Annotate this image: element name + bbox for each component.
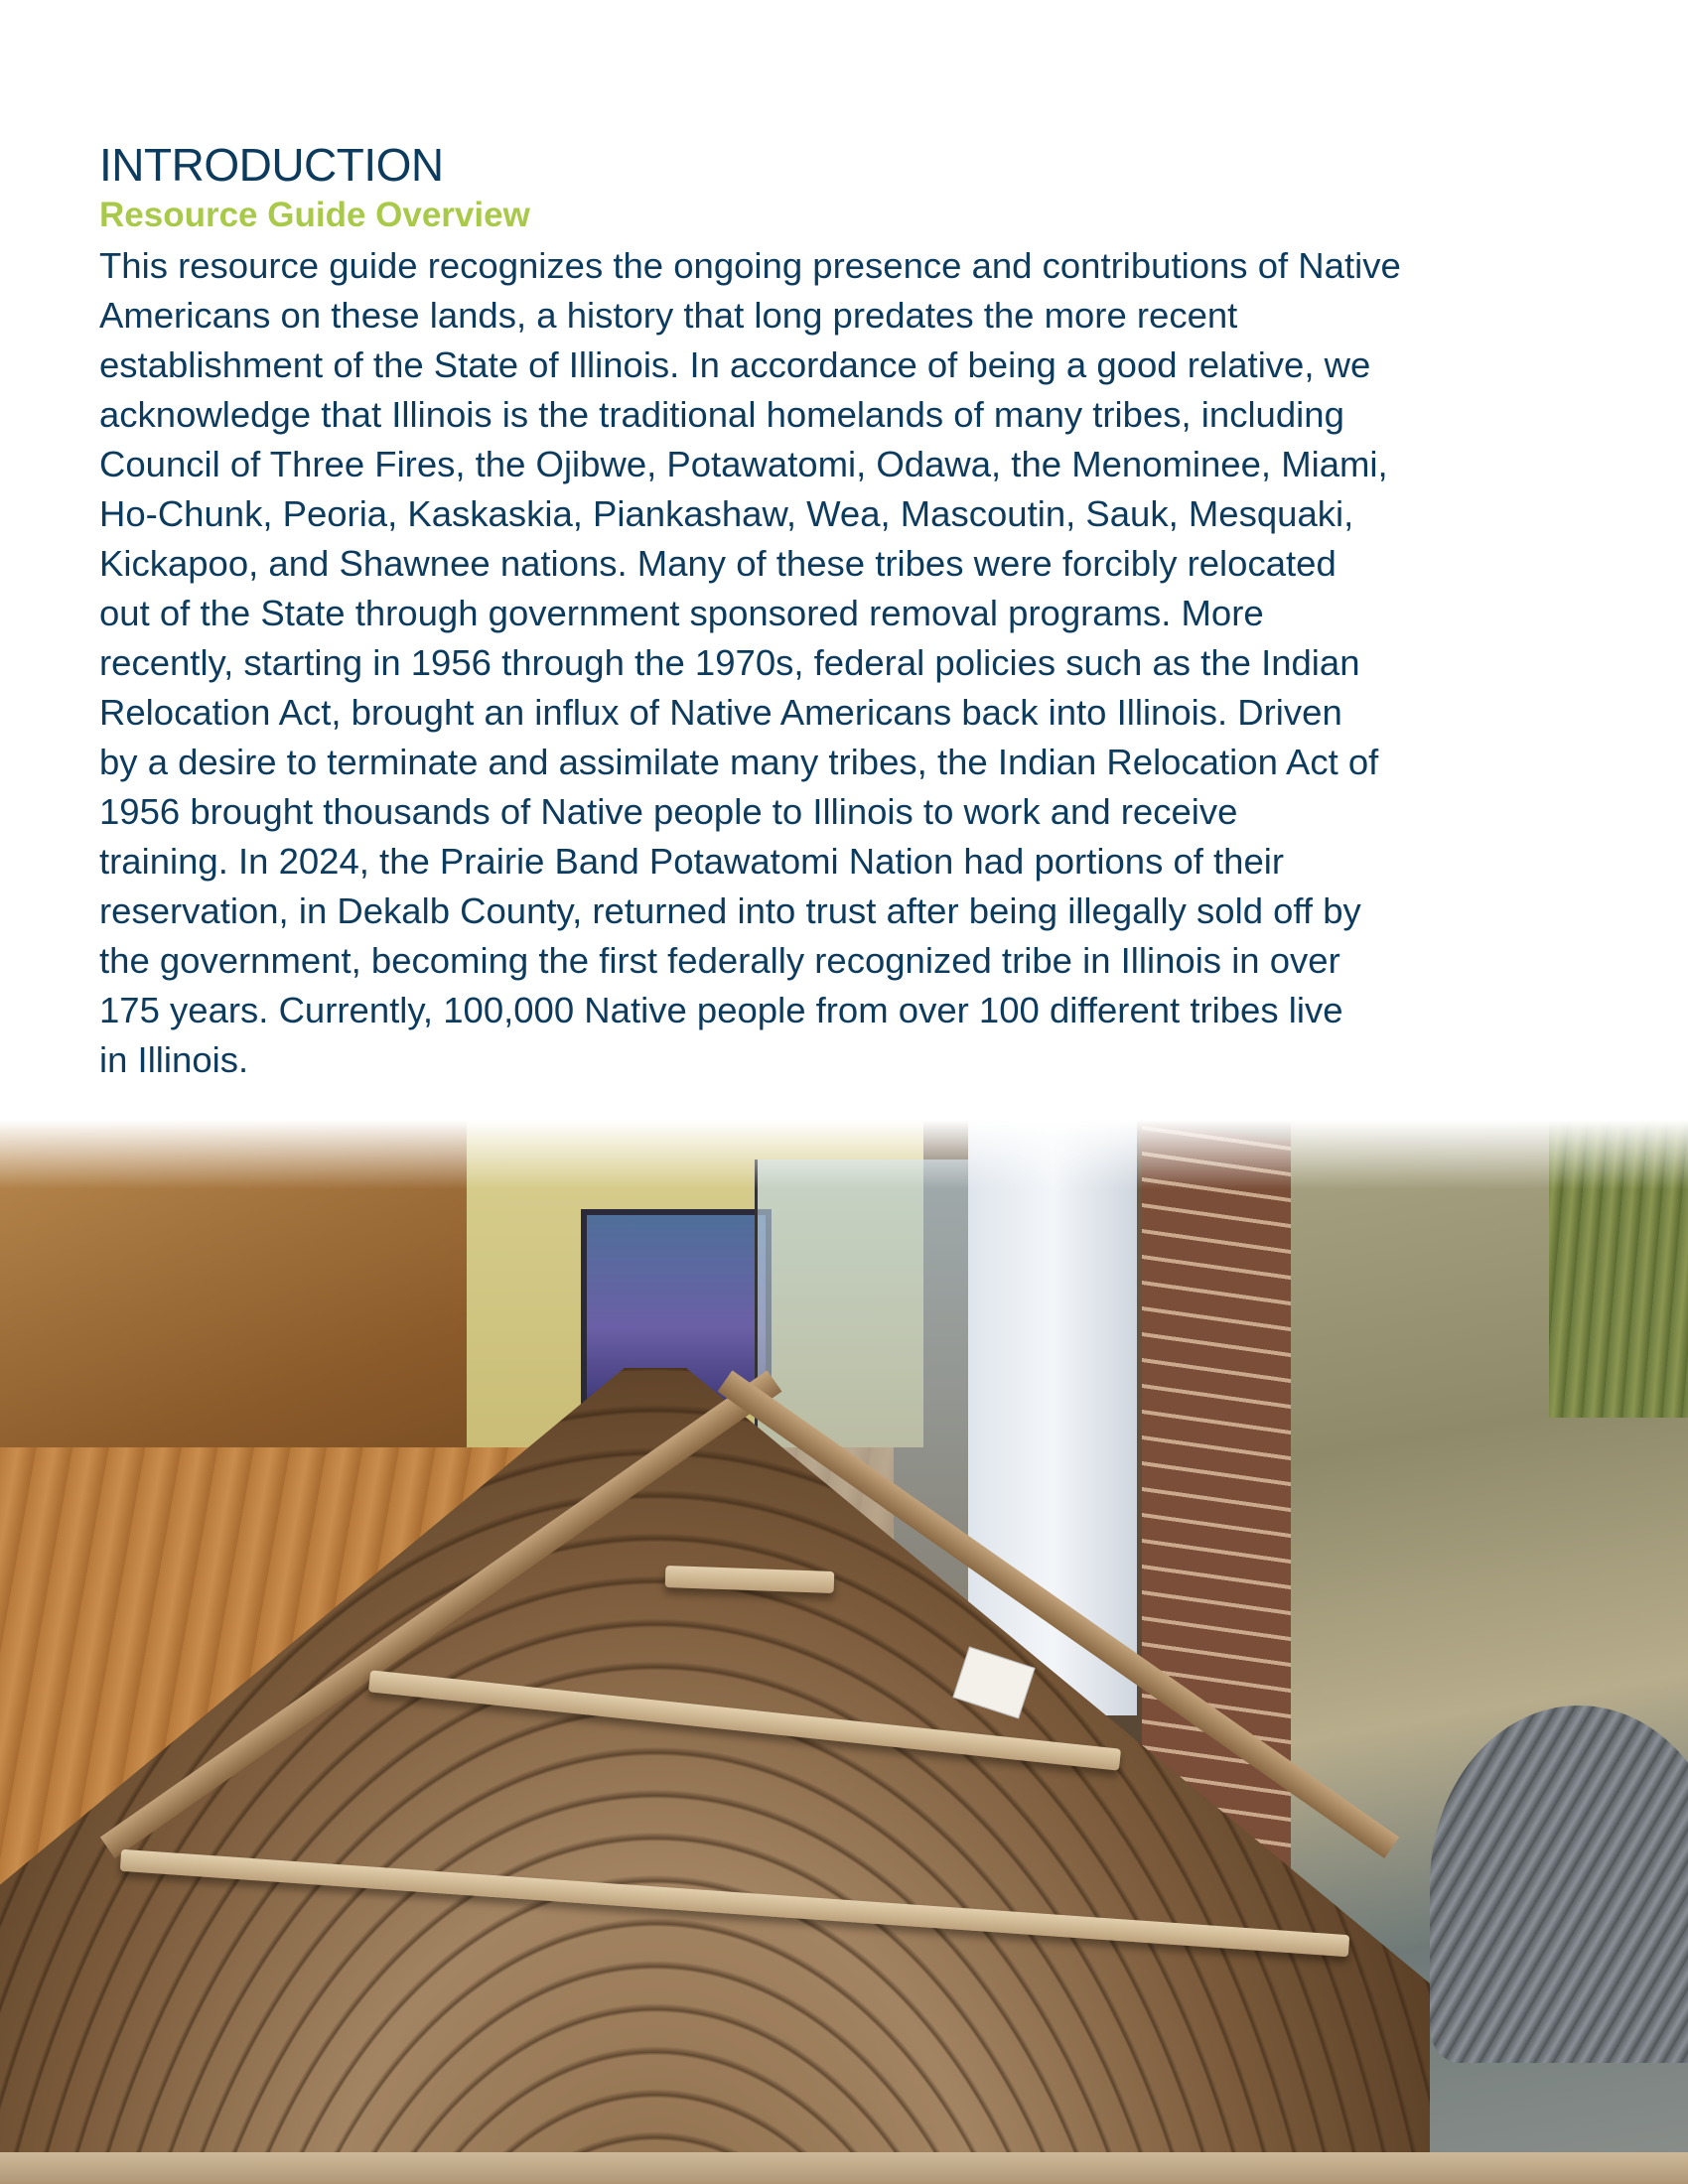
body-line: This resource guide recognizes the ongoing presence and contributions of Native bbox=[99, 244, 1401, 286]
body-line: Relocation Act, brought an influx of Native Americans back into Illinois. Driven bbox=[99, 691, 1342, 733]
section-title: INTRODUCTION bbox=[99, 139, 444, 191]
body-line: establishment of the State of Illinois. In accordance of being a good relative, we bbox=[99, 343, 1371, 385]
body-line: 175 years. Currently, 100,000 Native people from over 100 different tribes live bbox=[99, 989, 1343, 1030]
body-line: Americans on these lands, a history that long predates the more recent bbox=[99, 294, 1238, 336]
body-paragraph bbox=[99, 241, 1609, 1085]
body-line: recently, starting in 1956 through the 1970s, federal policies such as the Indian bbox=[99, 641, 1360, 683]
body-line: Ho-Chunk, Peoria, Kaskaskia, Piankashaw, Wea, Mascoutin, Sauk, Mesquaki, bbox=[99, 492, 1354, 534]
body-line: in Illinois. bbox=[99, 1038, 249, 1080]
body-line: Kickapoo, and Shawnee nations. Many of these tribes were forcibly relocated bbox=[99, 542, 1336, 584]
display-rail bbox=[0, 2152, 1688, 2184]
section-subtitle: Resource Guide Overview bbox=[99, 195, 530, 234]
body-line: acknowledge that Illinois is the traditional homelands of many tribes, including bbox=[99, 393, 1344, 435]
photo-top-fade bbox=[0, 1120, 1688, 1189]
body-line: reservation, in Dekalb County, returned into trust after being illegally sold off by bbox=[99, 889, 1361, 931]
body-line: training. In 2024, the Prairie Band Potawatomi Nation had portions of their bbox=[99, 840, 1285, 882]
body-line: Council of Three Fires, the Ojibwe, Potawatomi, Odawa, the Menominee, Miami, bbox=[99, 443, 1388, 484]
body-line: out of the State through government sponsored removal programs. More bbox=[99, 592, 1264, 633]
body-line: by a desire to terminate and assimilate many tribes, the Indian Relocation Act of bbox=[99, 741, 1379, 782]
body-line: the government, becoming the first federally recognized tribe in Illinois in over bbox=[99, 939, 1340, 981]
birchbark-canoe-photo bbox=[0, 1120, 1688, 2184]
introduction-section bbox=[99, 139, 1609, 1085]
body-line: 1956 brought thousands of Native people to Illinois to work and receive bbox=[99, 790, 1238, 832]
